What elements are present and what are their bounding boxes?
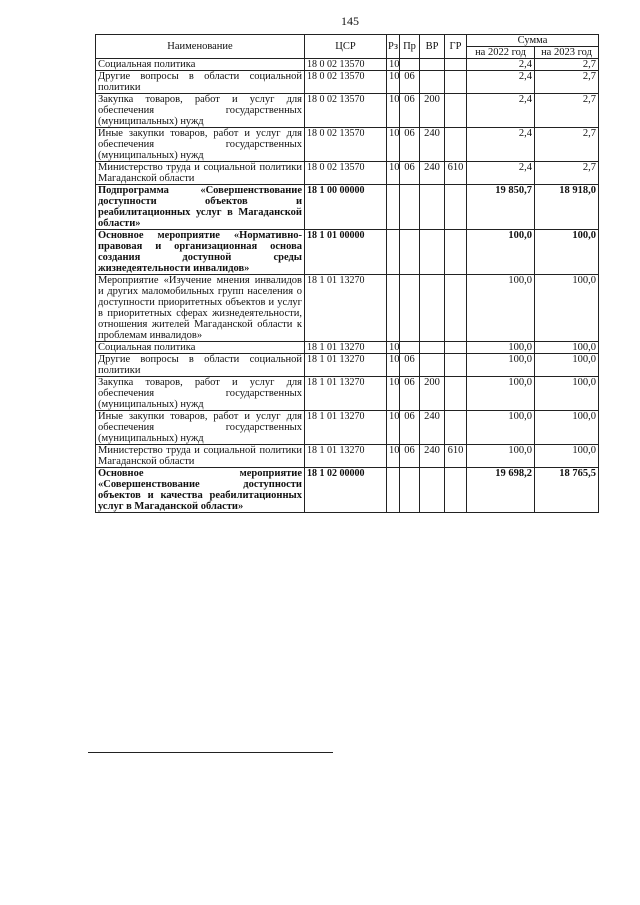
table-body: [96, 59, 599, 513]
row-vr: 240: [420, 445, 445, 468]
row-pr: 06: [400, 128, 420, 162]
row-gr: [445, 94, 467, 128]
row-gr: [445, 128, 467, 162]
footnote-divider: [88, 752, 333, 753]
row-name: Мероприятие «Изучение мнения инвалидов и других маломобильных групп населения о доступности приоритетных объектов и услуг в приоритетных сферах жизнедеятельности, отношения жителей Магаданской области к проблемам инвалидов»: [96, 275, 305, 342]
row-rz: [387, 275, 400, 342]
row-sum-2023: 100,0: [535, 354, 599, 377]
row-vr: [420, 468, 445, 513]
row-csr: 18 0 02 13570: [305, 59, 387, 71]
row-sum-2022: 100,0: [467, 411, 535, 445]
row-csr: 18 0 02 13570: [305, 162, 387, 185]
row-rz: 10: [387, 71, 400, 94]
row-gr: 610: [445, 162, 467, 185]
row-rz: 10: [387, 94, 400, 128]
row-gr: [445, 411, 467, 445]
header-rz: Рз: [387, 35, 400, 59]
row-gr: [445, 59, 467, 71]
table-row: [96, 445, 599, 468]
header-year-2023: на 2023 год: [535, 47, 599, 59]
row-pr: [400, 230, 420, 275]
header-csr: ЦСР: [305, 35, 387, 59]
row-sum-2022: 100,0: [467, 342, 535, 354]
header-name: Наименование: [96, 35, 305, 59]
row-sum-2022: 19 850,7: [467, 185, 535, 230]
row-sum-2023: 100,0: [535, 230, 599, 275]
header-year-2022: на 2022 год: [467, 47, 535, 59]
row-vr: [420, 342, 445, 354]
table-row: [96, 71, 599, 94]
row-csr: 18 1 01 13270: [305, 354, 387, 377]
row-csr: 18 1 01 00000: [305, 230, 387, 275]
row-name: Основное мероприятие «Совершенствование доступности объектов и качества реабилитационных услуг в Магаданской области»: [96, 468, 305, 513]
row-csr: 18 1 01 13270: [305, 377, 387, 411]
row-rz: [387, 230, 400, 275]
row-pr: 06: [400, 162, 420, 185]
row-gr: [445, 377, 467, 411]
table-row: [96, 275, 599, 342]
row-sum-2022: 2,4: [467, 128, 535, 162]
row-vr: [420, 230, 445, 275]
budget-table: [95, 34, 599, 513]
row-rz: 10: [387, 128, 400, 162]
row-csr: 18 0 02 13570: [305, 71, 387, 94]
row-sum-2023: 100,0: [535, 275, 599, 342]
row-name: Иные закупки товаров, работ и услуг для обеспечения государственных (муниципальных) нужд: [96, 411, 305, 445]
row-pr: 06: [400, 354, 420, 377]
table-row: [96, 94, 599, 128]
row-name: Социальная политика: [96, 59, 305, 71]
row-sum-2022: 19 698,2: [467, 468, 535, 513]
row-gr: [445, 71, 467, 94]
row-sum-2023: 100,0: [535, 445, 599, 468]
row-name: Социальная политика: [96, 342, 305, 354]
row-sum-2023: 2,7: [535, 94, 599, 128]
row-vr: [420, 185, 445, 230]
row-pr: 06: [400, 445, 420, 468]
row-sum-2022: 100,0: [467, 354, 535, 377]
row-sum-2023: 18 765,5: [535, 468, 599, 513]
row-csr: 18 0 02 13570: [305, 94, 387, 128]
header-sum: Сумма: [467, 35, 599, 47]
row-sum-2022: 2,4: [467, 162, 535, 185]
row-gr: [445, 354, 467, 377]
row-csr: 18 0 02 13570: [305, 128, 387, 162]
table-row: [96, 342, 599, 354]
table-row: [96, 230, 599, 275]
table-row: [96, 377, 599, 411]
table-row: [96, 162, 599, 185]
row-pr: [400, 468, 420, 513]
row-vr: [420, 275, 445, 342]
row-vr: [420, 71, 445, 94]
row-gr: [445, 342, 467, 354]
row-sum-2023: 18 918,0: [535, 185, 599, 230]
row-sum-2023: 2,7: [535, 71, 599, 94]
row-sum-2023: 2,7: [535, 162, 599, 185]
row-vr: 200: [420, 377, 445, 411]
row-gr: [445, 230, 467, 275]
row-vr: [420, 59, 445, 71]
row-vr: 240: [420, 162, 445, 185]
row-vr: 200: [420, 94, 445, 128]
row-pr: [400, 185, 420, 230]
row-name: Другие вопросы в области социальной политики: [96, 71, 305, 94]
row-csr: 18 1 02 00000: [305, 468, 387, 513]
row-gr: [445, 468, 467, 513]
row-sum-2022: 100,0: [467, 445, 535, 468]
row-vr: 240: [420, 128, 445, 162]
row-name: Иные закупки товаров, работ и услуг для обеспечения государственных (муниципальных) нужд: [96, 128, 305, 162]
row-csr: 18 1 01 13270: [305, 411, 387, 445]
row-name: Закупка товаров, работ и услуг для обеспечения государственных (муниципальных) нужд: [96, 377, 305, 411]
header-pr: Пр: [400, 35, 420, 59]
row-csr: 18 1 01 13270: [305, 275, 387, 342]
row-rz: 10: [387, 342, 400, 354]
header-vr: ВР: [420, 35, 445, 59]
row-pr: 06: [400, 377, 420, 411]
row-name: Подпрограмма «Совершенствование доступности объектов и реабилитационных услуг в Магаданской области»: [96, 185, 305, 230]
row-pr: [400, 275, 420, 342]
row-csr: 18 1 01 13270: [305, 342, 387, 354]
row-sum-2023: 100,0: [535, 377, 599, 411]
row-rz: 10: [387, 59, 400, 71]
row-rz: 10: [387, 377, 400, 411]
row-vr: [420, 354, 445, 377]
row-rz: 10: [387, 411, 400, 445]
row-pr: [400, 342, 420, 354]
row-gr: [445, 185, 467, 230]
row-sum-2022: 2,4: [467, 59, 535, 71]
table-row: [96, 468, 599, 513]
row-rz: [387, 185, 400, 230]
row-name: Основное мероприятие «Нормативно-правовая и организационная основа создания доступной среды жизнедеятельности инвалидов»: [96, 230, 305, 275]
row-sum-2022: 2,4: [467, 71, 535, 94]
row-sum-2022: 100,0: [467, 230, 535, 275]
row-sum-2023: 100,0: [535, 411, 599, 445]
row-gr: [445, 275, 467, 342]
row-gr: 610: [445, 445, 467, 468]
page-number: 145: [341, 14, 359, 28]
header-gr: ГР: [445, 35, 467, 59]
table-row: [96, 411, 599, 445]
row-name: Закупка товаров, работ и услуг для обеспечения государственных (муниципальных) нужд: [96, 94, 305, 128]
row-pr: [400, 59, 420, 71]
row-csr: 18 1 01 13270: [305, 445, 387, 468]
table-row: [96, 128, 599, 162]
row-rz: 10: [387, 162, 400, 185]
row-csr: 18 1 00 00000: [305, 185, 387, 230]
row-sum-2022: 100,0: [467, 275, 535, 342]
row-name: Министерство труда и социальной политики Магаданской области: [96, 445, 305, 468]
row-sum-2023: 2,7: [535, 59, 599, 71]
row-sum-2023: 2,7: [535, 128, 599, 162]
row-sum-2023: 100,0: [535, 342, 599, 354]
row-pr: 06: [400, 94, 420, 128]
row-vr: 240: [420, 411, 445, 445]
table-row: [96, 185, 599, 230]
row-rz: [387, 468, 400, 513]
table-row: [96, 59, 599, 71]
header-row: [96, 35, 599, 47]
row-sum-2022: 2,4: [467, 94, 535, 128]
table-row: [96, 354, 599, 377]
row-name: Министерство труда и социальной политики Магаданской области: [96, 162, 305, 185]
row-sum-2022: 100,0: [467, 377, 535, 411]
row-pr: 06: [400, 411, 420, 445]
row-rz: 10: [387, 445, 400, 468]
row-name: Другие вопросы в области социальной политики: [96, 354, 305, 377]
row-rz: 10: [387, 354, 400, 377]
row-pr: 06: [400, 71, 420, 94]
